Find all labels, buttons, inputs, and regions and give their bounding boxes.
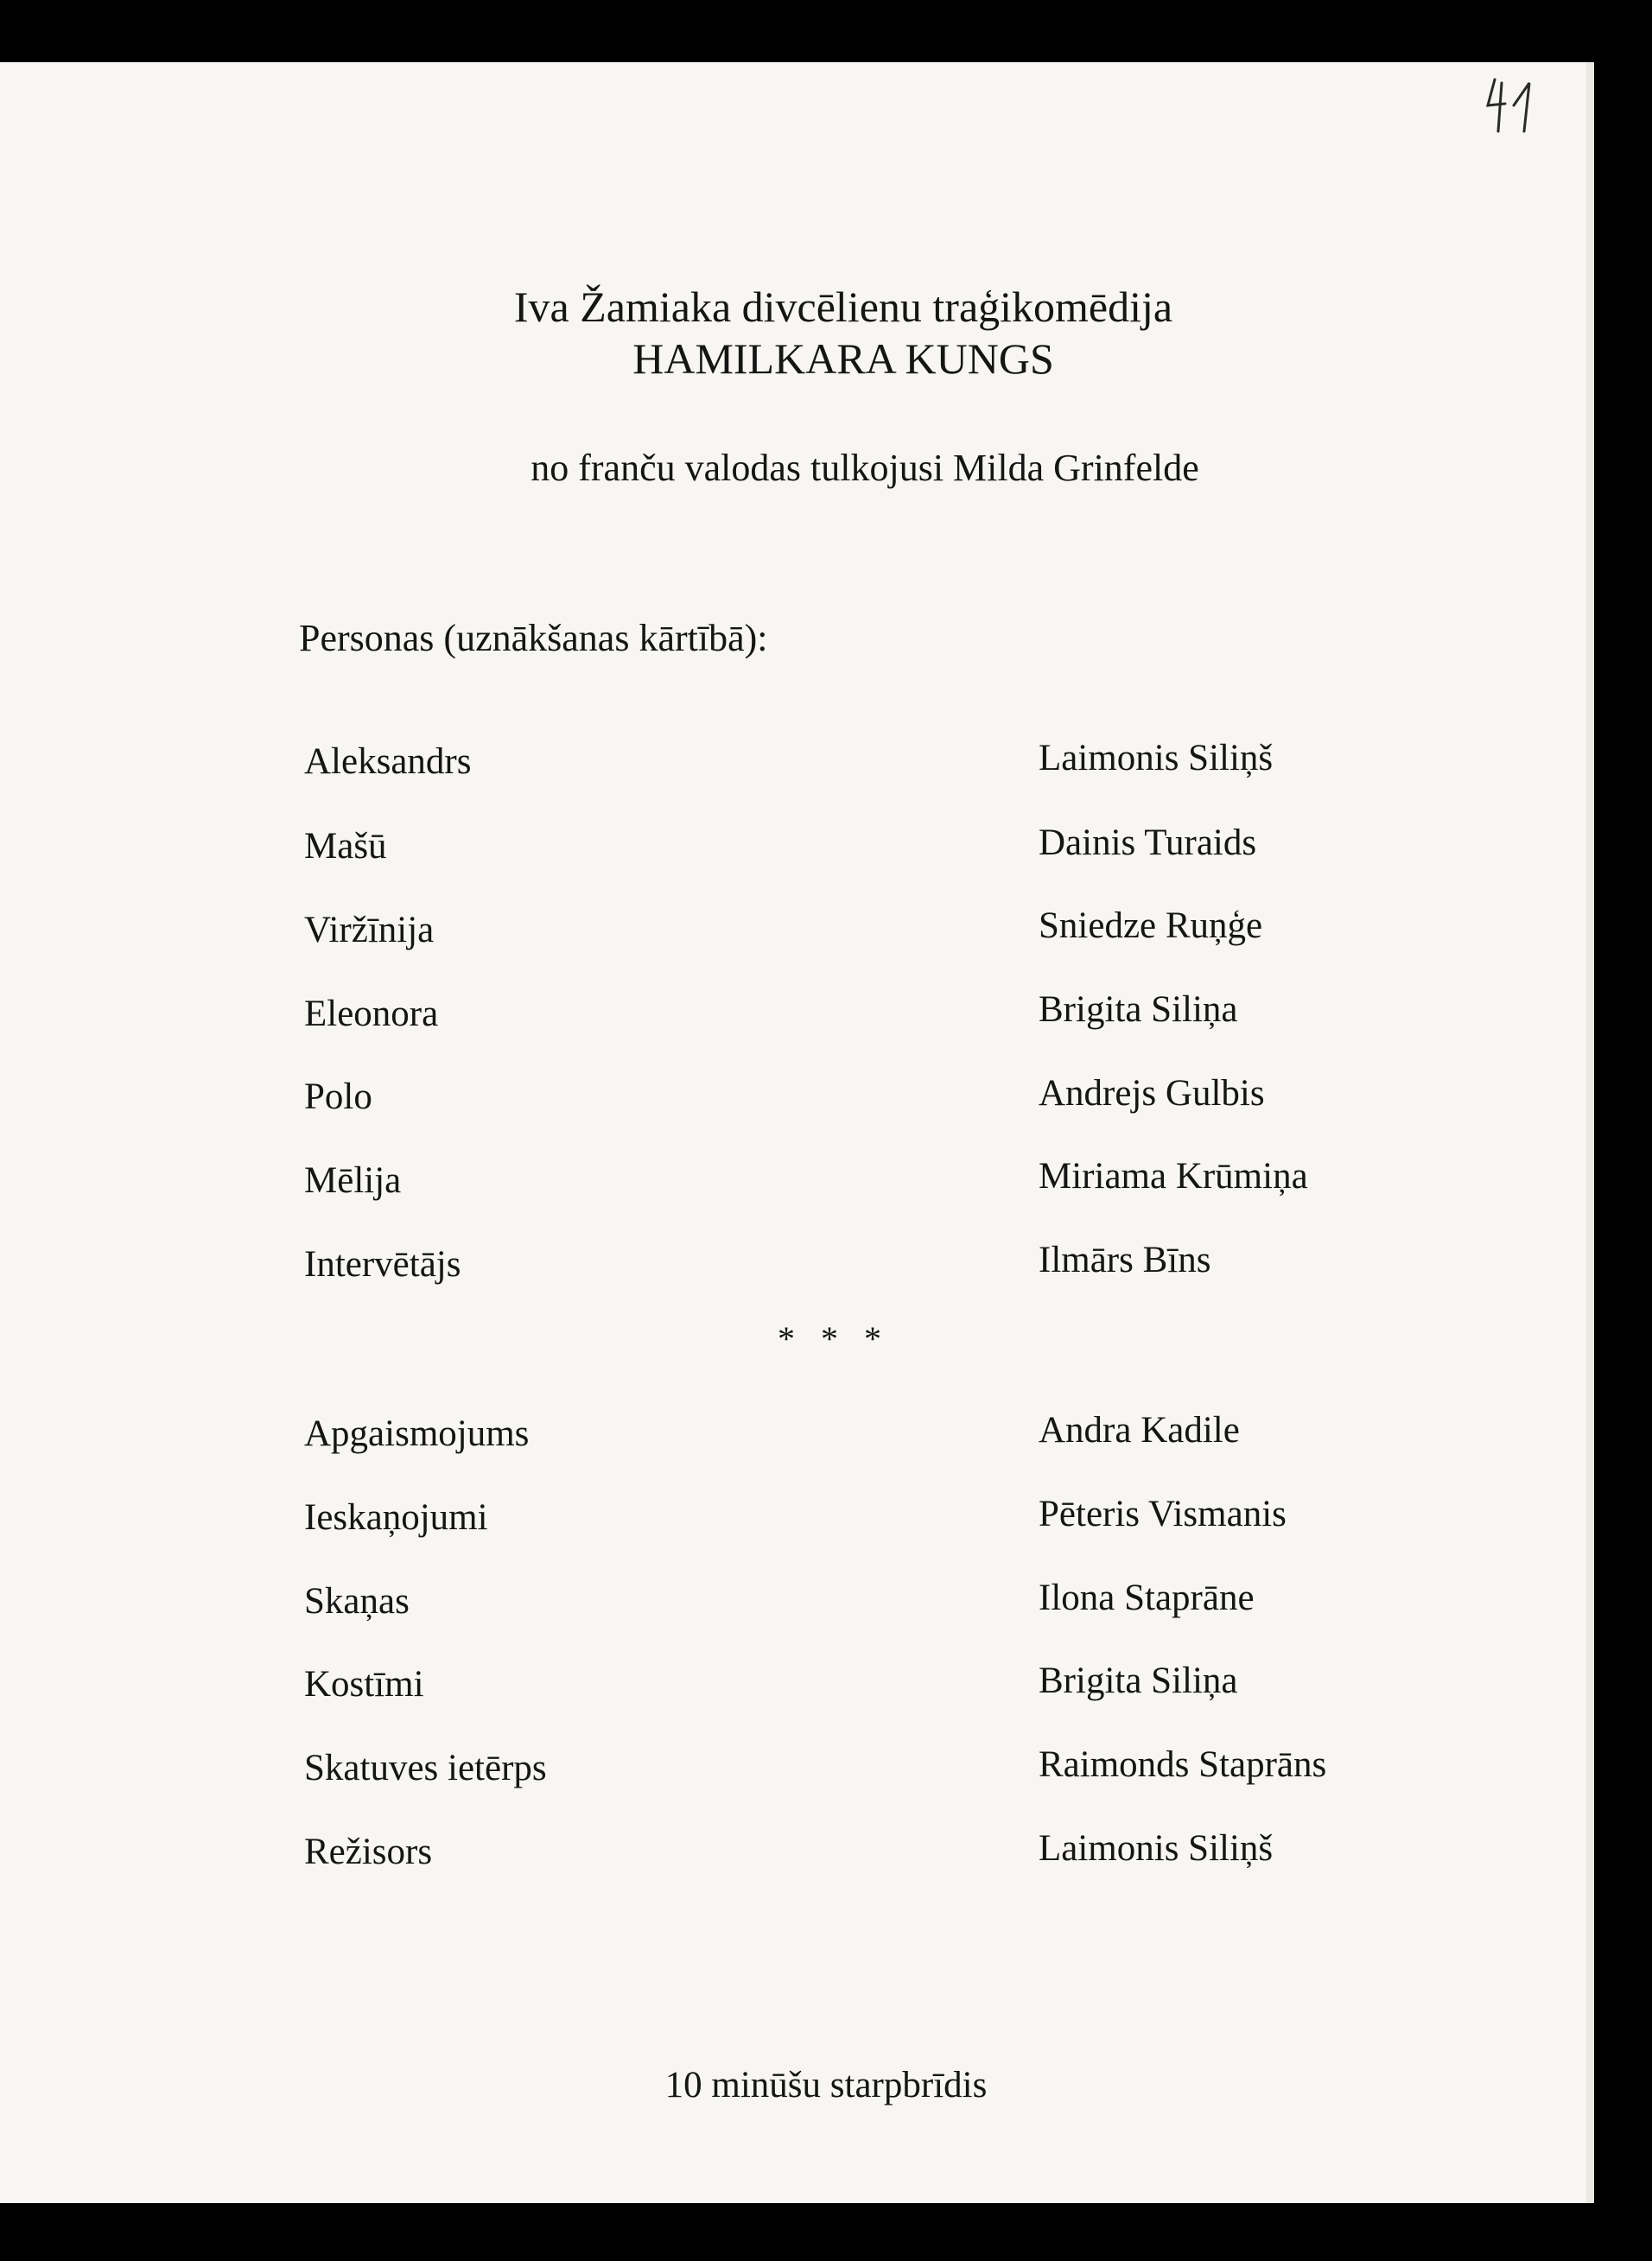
page-edge <box>1586 62 1594 2203</box>
crew-role: Ieskaņojumi <box>304 1497 488 1538</box>
crew-person: Laimonis Siliņš <box>1039 1828 1274 1869</box>
play-title-line-2: HAMILKARA KUNGS <box>632 334 1054 383</box>
intermission-note: 10 minūšu starpbrīdis <box>664 2065 988 2105</box>
cast-actor: Andrejs Gulbis <box>1039 1073 1265 1114</box>
crew-person: Raimonds Staprāns <box>1039 1744 1327 1785</box>
crew-role: Režisors <box>304 1832 433 1872</box>
cast-role: Aleksandrs <box>304 741 472 782</box>
crew-person: Pēteris Vismanis <box>1039 1494 1287 1534</box>
crew-role: Kostīmi <box>304 1664 424 1705</box>
cast-role: Mašū <box>304 826 387 867</box>
cast-heading: Personas (uznākšanas kārtībā): <box>299 617 768 659</box>
section-separator: * * * <box>778 1319 890 1358</box>
cast-actor: Miriama Krūmiņa <box>1039 1156 1308 1197</box>
cast-role: Eleonora <box>304 994 439 1034</box>
handwritten-page-number <box>1479 71 1548 140</box>
crew-role: Skatuves ietērps <box>304 1748 547 1788</box>
crew-person: Brigita Siliņa <box>1039 1661 1238 1701</box>
crew-role: Skaņas <box>304 1581 410 1622</box>
crew-role: Apgaismojums <box>304 1413 530 1454</box>
cast-actor: Dainis Turaids <box>1039 822 1257 863</box>
cast-actor: Sniedze Ruņģe <box>1039 905 1263 946</box>
cast-actor: Ilmārs Bīns <box>1039 1240 1211 1280</box>
cast-role: Intervētājs <box>304 1244 461 1285</box>
play-title-line-1: Iva Žamiaka divcēlienu traģikomēdija <box>513 283 1173 331</box>
crew-person: Andra Kadile <box>1039 1410 1240 1451</box>
cast-role: Viržīnija <box>304 910 435 950</box>
document-page <box>0 62 1586 2203</box>
cast-role: Mēlija <box>304 1160 402 1201</box>
translator-credit: no franču valodas tulkojusi Milda Grinfelde <box>531 447 1199 489</box>
cast-actor: Laimonis Siliņš <box>1039 738 1274 778</box>
cast-actor: Brigita Siliņa <box>1039 989 1238 1030</box>
crew-person: Ilona Staprāne <box>1039 1578 1255 1618</box>
cast-role: Polo <box>304 1077 372 1117</box>
